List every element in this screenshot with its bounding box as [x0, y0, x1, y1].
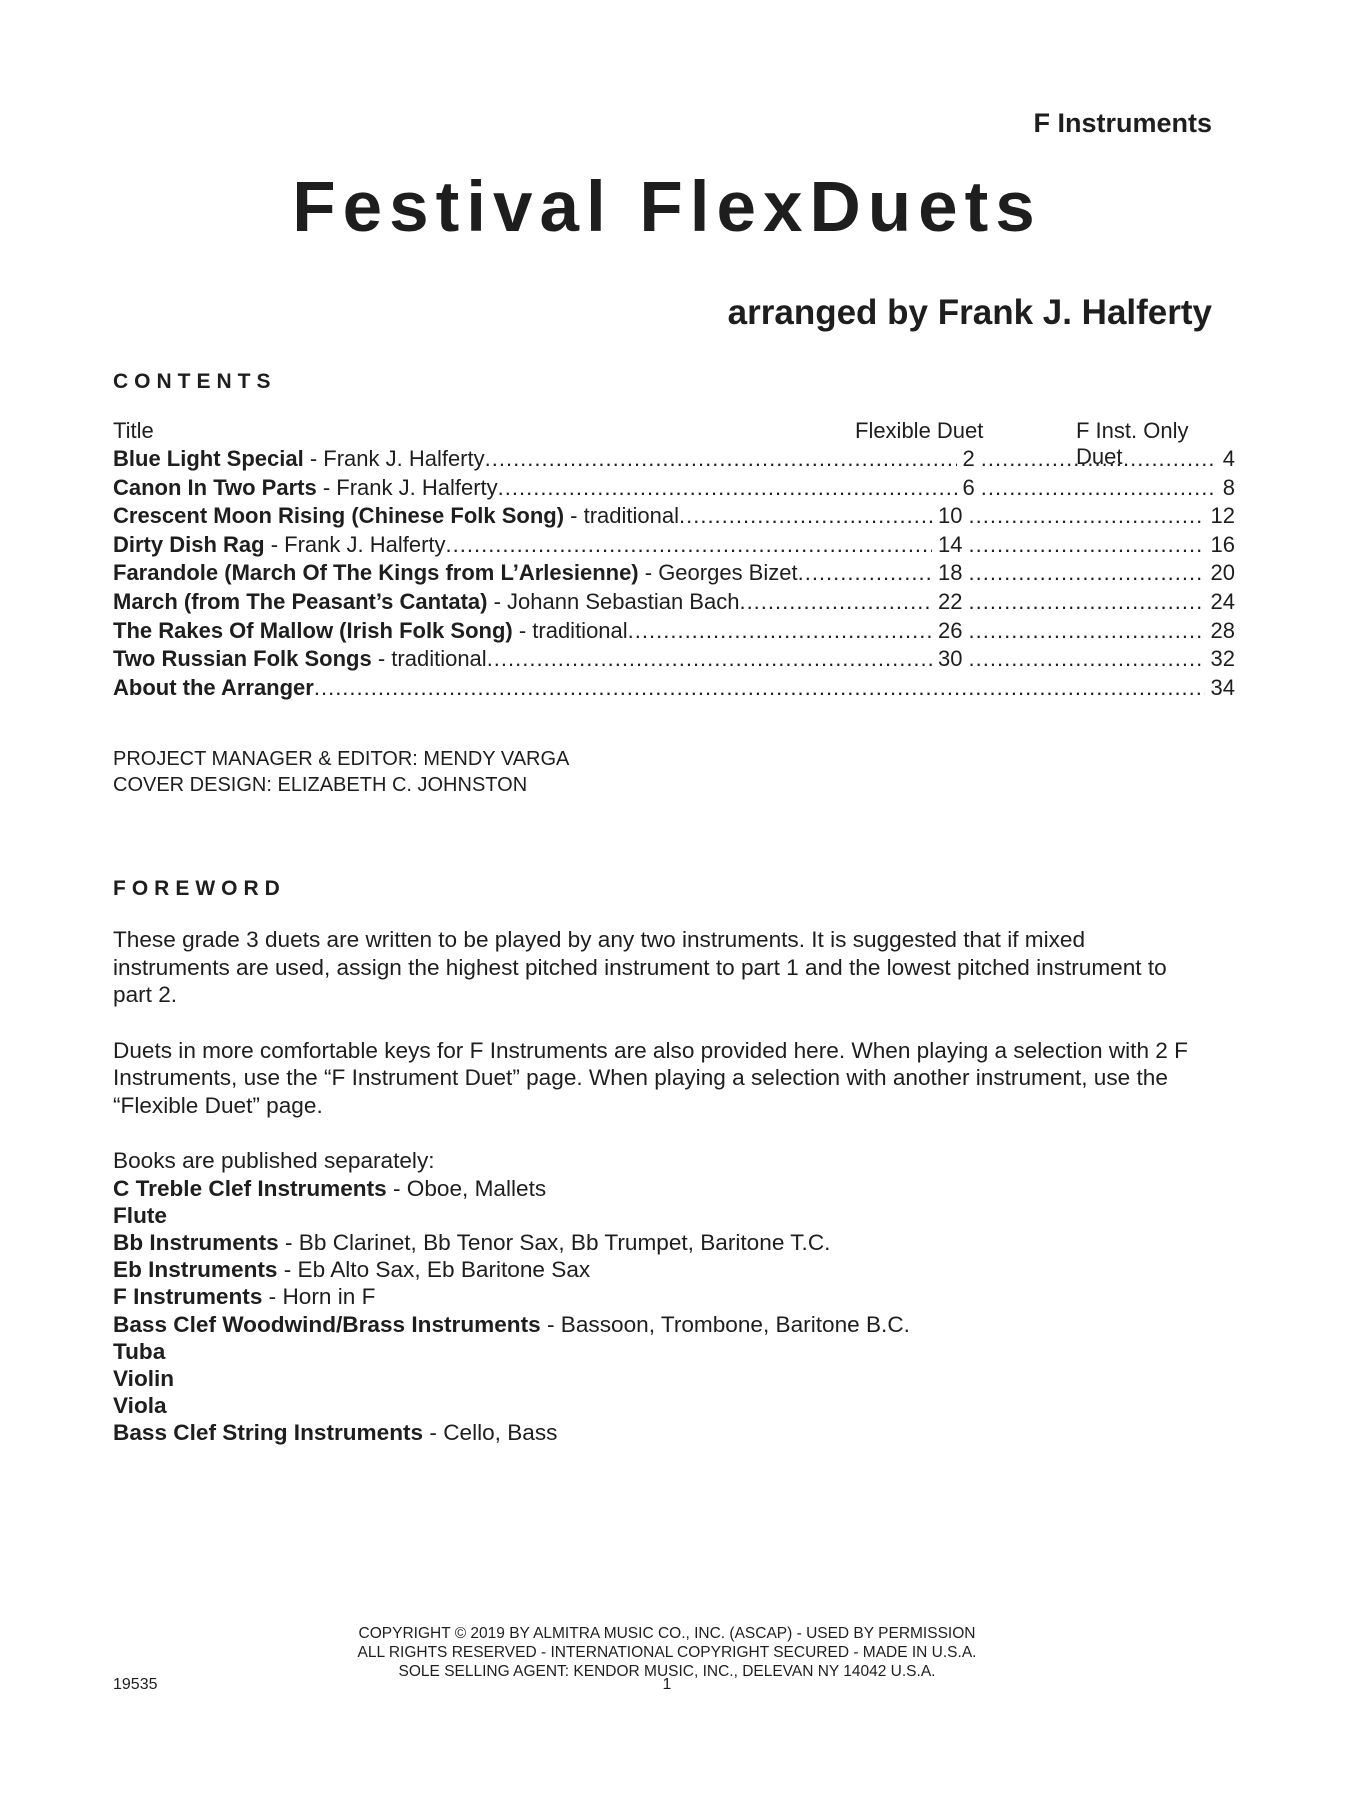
dot-leader	[969, 618, 1205, 644]
arranger-line: arranged by Frank J. Halferty	[727, 293, 1212, 332]
dot-leader	[969, 646, 1205, 672]
toc-credit: - Frank J. Halferty	[303, 446, 485, 471]
copyright-notice	[0, 1624, 1334, 1681]
foreword-body	[113, 926, 1193, 1447]
book-item	[113, 1283, 1193, 1310]
books-intro: Books are published separately:	[113, 1148, 435, 1173]
book-name: Bass Clef String Instruments	[113, 1420, 424, 1446]
toc-credit: - traditional	[564, 503, 679, 529]
toc-row	[113, 446, 1235, 475]
catalog-number: 19535	[113, 1676, 158, 1693]
toc-finst-page: 12	[1210, 503, 1235, 529]
toc-finst-page: 4	[1222, 446, 1235, 471]
dot-leader	[628, 618, 932, 644]
book-name: Bb Instruments	[113, 1229, 279, 1255]
toc-credit: - Frank J. Halferty	[316, 474, 498, 500]
copyright-line-1: COPYRIGHT © 2019 BY ALMITRA MUSIC CO., INC. (ASCAP) - USED BY PERMISSION	[358, 1625, 976, 1642]
toc-flex-page: 14	[938, 531, 963, 557]
book-name: C Treble Clef Instruments	[113, 1175, 387, 1201]
column-title: Title	[113, 418, 154, 443]
dot-leader	[679, 503, 932, 529]
foreword-heading: FOREWORD	[113, 877, 286, 900]
book-title: Festival FlexDuets	[292, 168, 1042, 247]
book-item	[113, 1311, 1193, 1338]
book-name: Eb Instruments	[113, 1257, 278, 1283]
dot-leader	[739, 589, 932, 615]
instrument-label: F Instruments	[1033, 108, 1212, 138]
dot-leader	[498, 475, 957, 501]
toc-row	[113, 589, 1235, 618]
toc-flex-page: 30	[938, 646, 963, 672]
book-detail: - Eb Alto Sax, Eb Baritone Sax	[277, 1257, 591, 1283]
contents-table	[113, 418, 1235, 703]
foreword-paragraph-2: Duets in more comfortable keys for F Instruments are also provided here. When playing a selection with 2 F Instruments, use the “F Instrument Duet” page. When playing a selection with another instrument, use the “Flexible Duet” page.	[113, 1037, 1188, 1118]
book-name: Tuba	[113, 1338, 166, 1364]
toc-flex-page: 26	[938, 617, 963, 643]
book-detail: - Cello, Bass	[423, 1420, 558, 1446]
column-flexible-duet: Flexible Duet	[855, 418, 984, 443]
dot-leader	[981, 475, 1217, 501]
toc-row	[113, 646, 1235, 675]
production-credits	[113, 746, 569, 798]
book-name: Bass Clef Woodwind/Brass Instruments	[113, 1311, 541, 1337]
book-item	[113, 1256, 1193, 1283]
toc-finst-page: 8	[1222, 474, 1235, 500]
book-item	[113, 1338, 1193, 1365]
toc-title: Canon In Two Parts	[113, 474, 317, 500]
column-f-inst-duet: F Inst. Only Duet	[1076, 418, 1189, 469]
contents-heading: CONTENTS	[113, 370, 277, 393]
copyright-line-2: ALL RIGHTS RESERVED - INTERNATIONAL COPYRIGHT SECURED - MADE IN U.S.A.	[357, 1644, 977, 1661]
credit-editor: PROJECT MANAGER & EDITOR: MENDY VARGA	[113, 748, 570, 770]
toc-title: The Rakes Of Mallow (Irish Folk Song)	[113, 617, 513, 643]
toc-flex-page: 6	[962, 474, 975, 500]
toc-credit: - Georges Bizet	[638, 560, 798, 586]
book-detail: - Horn in F	[262, 1284, 376, 1310]
toc-finst-page: 28	[1210, 617, 1235, 643]
book-item	[113, 1229, 1193, 1256]
book-item	[113, 1419, 1193, 1446]
toc-credit: - Johann Sebastian Bach	[487, 588, 740, 614]
toc-title: Blue Light Special	[113, 446, 304, 471]
toc-credit: - Frank J. Halferty	[264, 531, 446, 557]
dot-leader	[446, 532, 933, 558]
contents-rows	[113, 446, 1235, 675]
book-detail: - Bassoon, Trombone, Baritone B.C.	[540, 1311, 910, 1337]
toc-finst-page: 16	[1210, 531, 1235, 557]
toc-title: March (from The Peasant’s Cantata)	[113, 588, 488, 614]
toc-row	[113, 532, 1235, 561]
toc-row	[113, 475, 1235, 504]
dot-leader	[314, 675, 1205, 701]
toc-finst-page: 20	[1210, 560, 1235, 586]
dot-leader	[981, 446, 1217, 472]
book-item	[113, 1392, 1193, 1419]
foreword-paragraph-1: These grade 3 duets are written to be played by any two instruments. It is suggested that if mixed instruments are used, assign the highest pitched instrument to part 1 and the lowest pitched instrument to part 2.	[113, 927, 1167, 1007]
toc-page: 34	[1210, 674, 1235, 700]
book-name: Violin	[113, 1365, 175, 1391]
toc-finst-page: 24	[1210, 588, 1235, 614]
toc-flex-page: 22	[938, 588, 963, 614]
book-item	[113, 1175, 1193, 1202]
book-name: Flute	[113, 1202, 167, 1228]
toc-finst-page: 32	[1210, 646, 1235, 672]
dot-leader	[487, 646, 932, 672]
book-name: Viola	[113, 1393, 167, 1419]
dot-leader	[798, 560, 932, 586]
dot-leader	[969, 560, 1205, 586]
book-item	[113, 1202, 1193, 1229]
toc-flex-page: 18	[938, 560, 963, 586]
toc-row	[113, 503, 1235, 532]
toc-credit: - traditional	[371, 646, 487, 672]
toc-credit: - traditional	[512, 617, 628, 643]
toc-title: Crescent Moon Rising (Chinese Folk Song)	[113, 503, 565, 529]
page-number: 1	[662, 1676, 672, 1693]
toc-title: Farandole (March Of The Kings from L’Arlesienne)	[113, 560, 639, 586]
toc-row	[113, 560, 1235, 589]
toc-title: Two Russian Folk Songs	[113, 646, 372, 672]
books-list	[113, 1175, 1193, 1447]
toc-flex-page: 2	[962, 446, 975, 471]
credit-cover-design: COVER DESIGN: ELIZABETH C. JOHNSTON	[113, 774, 528, 796]
toc-flex-page: 10	[938, 503, 963, 529]
book-detail: - Bb Clarinet, Bb Tenor Sax, Bb Trumpet, Baritone T.C.	[278, 1229, 831, 1255]
dot-leader	[969, 532, 1205, 558]
toc-title: Dirty Dish Rag	[113, 531, 265, 557]
dot-leader	[969, 589, 1205, 615]
toc-title: About the Arranger	[113, 674, 314, 700]
dot-leader	[969, 503, 1205, 529]
book-name: F Instruments	[113, 1284, 263, 1310]
toc-row	[113, 618, 1235, 647]
dot-leader	[485, 446, 957, 472]
book-item	[113, 1365, 1193, 1392]
book-detail: - Oboe, Mallets	[386, 1175, 547, 1201]
copyright-line-3: SOLE SELLING AGENT: KENDOR MUSIC, INC., DELEVAN NY 14042 U.S.A.	[398, 1663, 936, 1680]
toc-row-about	[113, 675, 1235, 704]
